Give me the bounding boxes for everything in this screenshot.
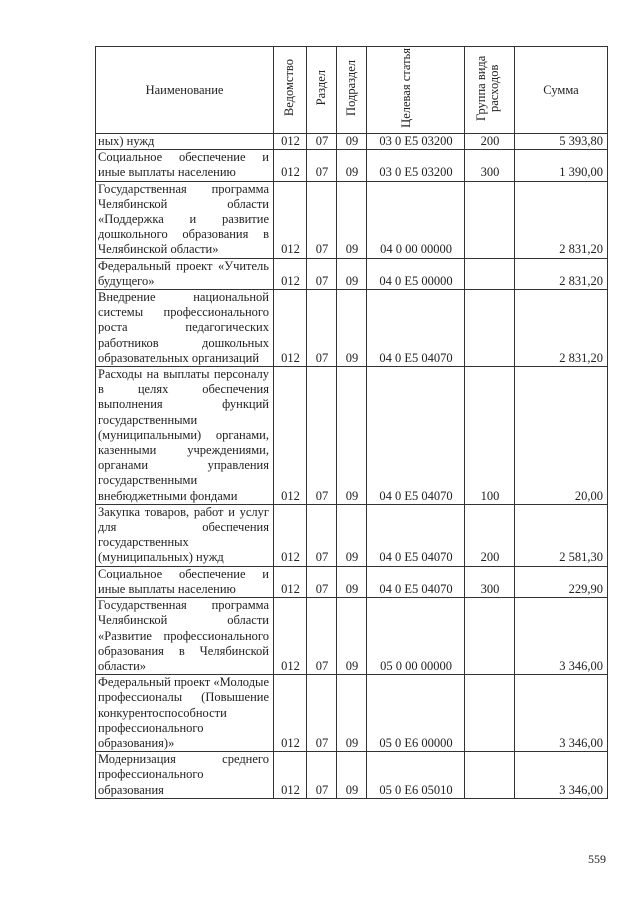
cell-vedomstvo: 012 (274, 504, 307, 566)
cell-vedomstvo: 012 (274, 150, 307, 181)
table-row (96, 675, 608, 752)
table-row (96, 258, 608, 289)
cell-name: Государственная программа Челябинской области «Поддержка и развитие дошкольного образования в Челябинской области» (96, 181, 274, 258)
cell-podrazdel: 09 (337, 181, 367, 258)
header-podrazdel-label: Подраздел (343, 60, 358, 116)
table-row (96, 367, 608, 505)
cell-celevaya: 04 0 E5 04070 (367, 566, 465, 597)
cell-podrazdel: 09 (337, 675, 367, 752)
cell-gruppa (465, 675, 515, 752)
cell-podrazdel: 09 (337, 290, 367, 367)
cell-podrazdel: 09 (337, 566, 367, 597)
cell-vedomstvo: 012 (274, 675, 307, 752)
header-name-label: Наименование (145, 82, 224, 97)
cell-podrazdel: 09 (337, 258, 367, 289)
table-row (96, 134, 608, 150)
cell-celevaya: 05 0 00 00000 (367, 598, 465, 675)
cell-name: ных) нужд (96, 134, 274, 150)
table-row (96, 150, 608, 181)
cell-razdel: 07 (307, 258, 337, 289)
header-name (96, 47, 274, 134)
cell-gruppa (465, 258, 515, 289)
header-razdel (307, 47, 337, 134)
cell-name: Модернизация среднего профессионального образования (96, 752, 274, 799)
cell-summa: 2 831,20 (515, 181, 608, 258)
cell-razdel: 07 (307, 134, 337, 150)
header-podrazdel (337, 47, 367, 134)
cell-celevaya: 04 0 E5 04070 (367, 504, 465, 566)
table-row (96, 566, 608, 597)
cell-vedomstvo: 012 (274, 566, 307, 597)
cell-razdel: 07 (307, 675, 337, 752)
cell-summa: 229,90 (515, 566, 608, 597)
cell-name: Социальное обеспечение и иные выплаты населению (96, 566, 274, 597)
cell-name: Социальное обеспечение и иные выплаты населению (96, 150, 274, 181)
cell-vedomstvo: 012 (274, 598, 307, 675)
header-gruppa-label: Группа вида расходов (473, 55, 501, 121)
cell-razdel: 07 (307, 290, 337, 367)
table-row (96, 598, 608, 675)
cell-gruppa (465, 752, 515, 799)
cell-gruppa (465, 290, 515, 367)
header-celevaya (367, 47, 465, 134)
cell-celevaya: 04 0 E5 04070 (367, 367, 465, 505)
cell-name: Закупка товаров, работ и услуг для обеспечения государственных (муниципальных) нужд (96, 504, 274, 566)
cell-summa: 2 581,30 (515, 504, 608, 566)
header-gruppa (465, 47, 515, 134)
cell-podrazdel: 09 (337, 504, 367, 566)
page-number: 559 (588, 852, 606, 866)
cell-summa: 3 346,00 (515, 752, 608, 799)
cell-podrazdel: 09 (337, 367, 367, 505)
cell-gruppa: 300 (465, 566, 515, 597)
cell-summa: 1 390,00 (515, 150, 608, 181)
cell-gruppa: 100 (465, 367, 515, 505)
cell-name: Федеральный проект «Молодые профессионалы (Повышение конкурентоспособности профессионального образования)» (96, 675, 274, 752)
table-row (96, 504, 608, 566)
cell-razdel: 07 (307, 598, 337, 675)
cell-name: Внедрение национальной системы профессионального роста педагогических работников дошкольных образовательных организаций (96, 290, 274, 367)
cell-vedomstvo: 012 (274, 134, 307, 150)
header-summa (515, 47, 608, 134)
cell-razdel: 07 (307, 367, 337, 505)
cell-celevaya: 03 0 E5 03200 (367, 134, 465, 150)
cell-vedomstvo: 012 (274, 181, 307, 258)
table-row (96, 181, 608, 258)
cell-vedomstvo: 012 (274, 367, 307, 505)
header-vedomstvo (274, 47, 307, 134)
table-body (96, 134, 608, 799)
cell-podrazdel: 09 (337, 598, 367, 675)
header-celevaya-label: Целевая статья (398, 48, 413, 128)
cell-celevaya: 03 0 E5 03200 (367, 150, 465, 181)
cell-vedomstvo: 012 (274, 258, 307, 289)
cell-celevaya: 04 0 00 00000 (367, 181, 465, 258)
cell-summa: 5 393,80 (515, 134, 608, 150)
cell-summa: 2 831,20 (515, 290, 608, 367)
cell-celevaya: 04 0 E5 04070 (367, 290, 465, 367)
cell-celevaya: 05 0 E6 00000 (367, 675, 465, 752)
cell-name: Расходы на выплаты персоналу в целях обеспечения выполнения функций государственными (муниципальными) органами, казенными учреждениями, органами управления государственными внебюджетными фондами (96, 367, 274, 505)
cell-vedomstvo: 012 (274, 290, 307, 367)
cell-podrazdel: 09 (337, 134, 367, 150)
cell-razdel: 07 (307, 150, 337, 181)
header-razdel-label: Раздел (313, 70, 328, 106)
cell-gruppa (465, 598, 515, 675)
cell-celevaya: 05 0 E6 05010 (367, 752, 465, 799)
cell-razdel: 07 (307, 504, 337, 566)
cell-celevaya: 04 0 E5 00000 (367, 258, 465, 289)
header-vedomstvo-label: Ведомство (282, 59, 297, 117)
cell-gruppa: 200 (465, 504, 515, 566)
cell-summa: 2 831,20 (515, 258, 608, 289)
budget-table-document (95, 46, 607, 799)
cell-summa: 3 346,00 (515, 598, 608, 675)
cell-gruppa: 300 (465, 150, 515, 181)
cell-summa: 20,00 (515, 367, 608, 505)
cell-razdel: 07 (307, 752, 337, 799)
table-header (96, 47, 608, 134)
cell-vedomstvo: 012 (274, 752, 307, 799)
cell-name: Федеральный проект «Учитель будущего» (96, 258, 274, 289)
budget-table (95, 46, 608, 799)
cell-gruppa: 200 (465, 134, 515, 150)
table-row (96, 290, 608, 367)
cell-razdel: 07 (307, 181, 337, 258)
cell-podrazdel: 09 (337, 752, 367, 799)
table-row (96, 752, 608, 799)
cell-razdel: 07 (307, 566, 337, 597)
cell-summa: 3 346,00 (515, 675, 608, 752)
cell-gruppa (465, 181, 515, 258)
header-summa-label: Сумма (543, 82, 579, 97)
cell-name: Государственная программа Челябинской области «Развитие профессионального образования в Челябинской области» (96, 598, 274, 675)
cell-podrazdel: 09 (337, 150, 367, 181)
